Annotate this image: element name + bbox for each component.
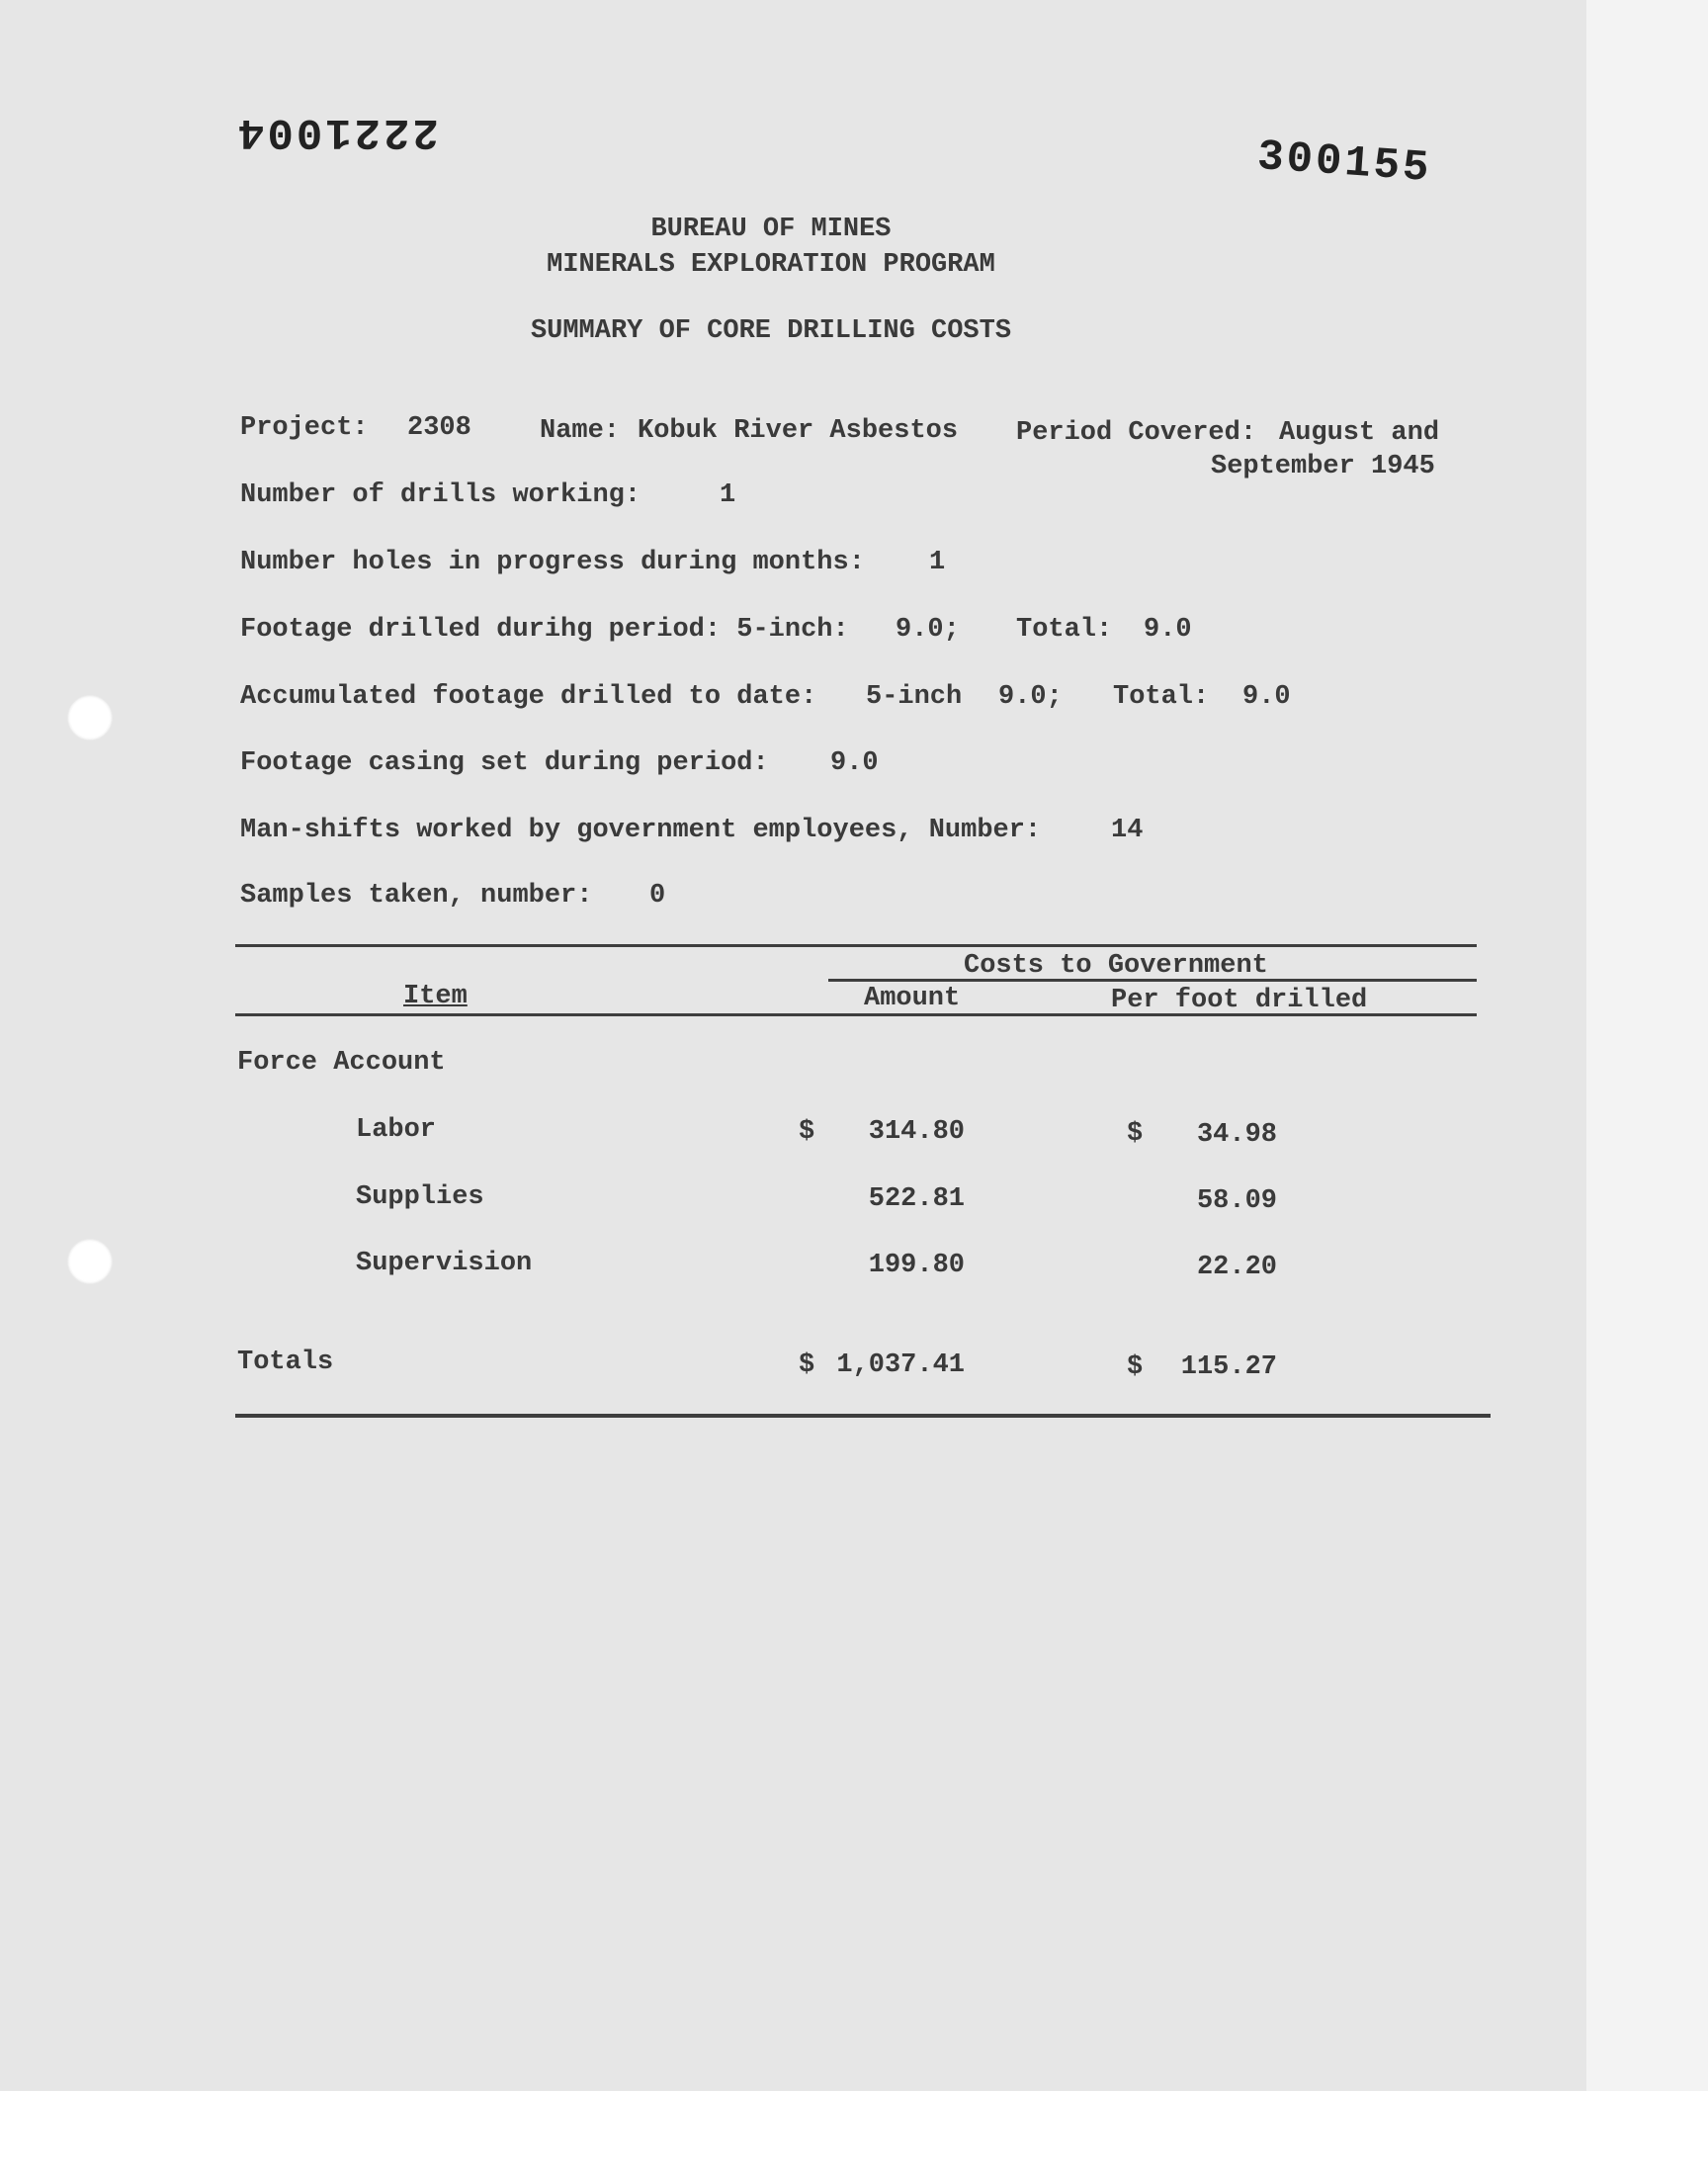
casing-label: Footage casing set during period:: [240, 748, 769, 778]
row-amount-supervision: 199.80: [868, 1251, 965, 1280]
accumulated-5inch-value: 9.0;: [998, 682, 1063, 712]
drills-label: Number of drills working:: [240, 480, 641, 510]
row-amount-supplies: 522.81: [868, 1184, 965, 1214]
holes-label: Number holes in progress during months:: [240, 548, 865, 577]
accumulated-total-label: Total:: [1113, 682, 1210, 712]
page-title: SUMMARY OF CORE DRILLING COSTS: [530, 316, 1012, 346]
per-foot-currency: $: [1127, 1119, 1144, 1149]
footage-label: Footage drilled durihg period: 5-inch:: [240, 615, 849, 645]
column-header-item: Item: [403, 982, 468, 1011]
punch-hole-bottom: [67, 1239, 113, 1284]
period-value-2: September 1945: [1211, 452, 1435, 481]
header-bureau: BUREAU OF MINES: [650, 215, 892, 244]
row-item-supervision: Supervision: [356, 1249, 533, 1278]
amount-currency: $: [799, 1117, 815, 1147]
row-amount-labor: 314.80: [868, 1117, 965, 1147]
punch-hole-top: [67, 695, 113, 740]
table-top-rule: [235, 944, 1477, 947]
accumulated-total-value: 9.0: [1242, 682, 1291, 712]
samples-label: Samples taken, number:: [240, 881, 593, 911]
footage-total-value: 9.0: [1144, 615, 1192, 645]
name-value: Kobuk River Asbestos: [638, 416, 959, 446]
footage-total-label: Total:: [1016, 615, 1113, 645]
holes-value: 1: [929, 548, 946, 577]
row-item-supplies: Supplies: [356, 1182, 484, 1212]
table-bottom-rule: [235, 1414, 1491, 1418]
footage-5inch-value: 9.0;: [896, 615, 960, 645]
row-per-foot-supervision: 22.20: [1196, 1253, 1277, 1282]
scan-margin: [1586, 0, 1708, 2091]
row-item-labor: Labor: [356, 1115, 437, 1145]
totals-per-foot-currency: $: [1127, 1352, 1144, 1382]
costs-group-rule: [828, 979, 1477, 982]
column-header-amount: Amount: [864, 984, 961, 1013]
drills-value: 1: [720, 480, 736, 510]
totals-per-foot: 115.27: [1180, 1352, 1277, 1382]
project-label: Project:: [240, 413, 369, 443]
samples-value: 0: [649, 881, 666, 911]
document-number-stamp-left: 2221004: [235, 107, 439, 156]
manshifts-label: Man-shifts worked by government employees, Number:: [240, 816, 1042, 845]
totals-label: Totals: [237, 1348, 334, 1377]
row-per-foot-labor: 34.98: [1196, 1120, 1277, 1150]
period-value-1: August and: [1279, 418, 1440, 448]
row-per-foot-supplies: 58.09: [1196, 1186, 1277, 1216]
column-header-per-foot: Per foot drilled: [1111, 986, 1368, 1015]
totals-amount-currency: $: [799, 1350, 815, 1380]
accumulated-5inch-label: 5-inch: [866, 682, 963, 712]
name-label: Name:: [540, 416, 621, 446]
header-program: MINERALS EXPLORATION PROGRAM: [547, 250, 995, 280]
accumulated-label: Accumulated footage drilled to date:: [240, 682, 817, 712]
costs-group-header: Costs to Government: [964, 951, 1268, 981]
header-bottom-rule: [235, 1013, 1477, 1016]
casing-value: 9.0: [830, 748, 879, 778]
force-account-section: Force Account: [237, 1048, 446, 1078]
period-label: Period Covered:: [1016, 418, 1257, 448]
totals-amount: 1,037.41: [836, 1350, 965, 1380]
project-value: 2308: [407, 413, 471, 443]
document-number-stamp-right: 300155: [1255, 131, 1433, 195]
manshifts-value: 14: [1111, 816, 1144, 845]
scan-bottom-margin: [0, 2091, 1708, 2175]
